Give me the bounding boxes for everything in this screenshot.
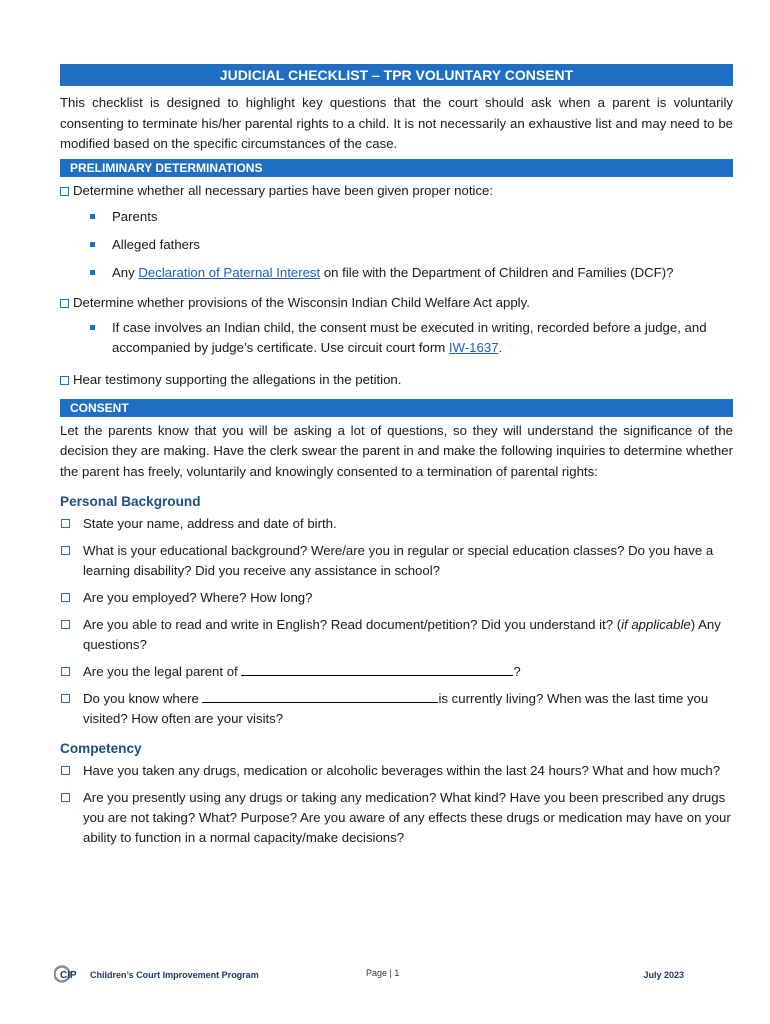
checkbox-icon[interactable] xyxy=(61,766,70,775)
checklist-item: Have you taken any drugs, medication or alcoholic beverages within the last 24 hours? What and how much? xyxy=(60,761,733,781)
section-heading-consent: CONSENT xyxy=(60,399,733,417)
checkbox-icon[interactable] xyxy=(60,299,69,308)
document-date: July 2023 xyxy=(643,970,684,980)
checkbox-icon[interactable] xyxy=(61,620,70,629)
checklist-item: Are you the legal parent of ? xyxy=(60,662,733,682)
square-bullet-icon xyxy=(90,325,95,330)
square-bullet-icon xyxy=(90,270,95,275)
list-item: Parents xyxy=(60,207,733,227)
checklist-item-icwa: Determine whether provisions of the Wisconsin Indian Child Welfare Act apply. xyxy=(60,293,733,313)
checklist-item-testimony: Hear testimony supporting the allegations in the petition. xyxy=(60,370,733,390)
page-footer xyxy=(54,964,684,988)
checkbox-icon[interactable] xyxy=(61,593,70,602)
intro-paragraph: This checklist is designed to highlight key questions that the court should ask when a parent is voluntarily consenting to terminate his/her parental rights to a child. It is not necessarily an exhaustive list and may need to be modified based on the specific circumstances of the case. xyxy=(60,95,733,151)
icwa-list xyxy=(60,318,733,358)
document-page xyxy=(60,64,733,855)
checkbox-icon[interactable] xyxy=(61,694,70,703)
checklist-item: Are you presently using any drugs or taking any medication? What kind? Have you been prescribed any drugs you are not taking? What? Purpose? Are you aware of any effects these drugs or medication may have on your ability to function in a normal capacity/make decisions? xyxy=(60,788,733,848)
svg-text:CIP: CIP xyxy=(60,970,77,981)
subheading-personal-background: Personal Background xyxy=(60,494,201,509)
square-bullet-icon xyxy=(90,242,95,247)
checkbox-icon[interactable] xyxy=(61,667,70,676)
checkbox-icon[interactable] xyxy=(60,187,69,196)
page-title: JUDICIAL CHECKLIST – TPR VOLUNTARY CONSENT xyxy=(60,64,733,86)
subheading-competency: Competency xyxy=(60,741,142,756)
list-item: If case involves an Indian child, the consent must be executed in writing, recorded before a judge, and accompanied by judge’s certificate. Use circuit court form IW-1637. xyxy=(60,318,733,358)
list-item: Alleged fathers xyxy=(60,235,733,255)
list-item: Any Declaration of Paternal Interest on file with the Department of Children and Families (DCF)? xyxy=(60,263,733,283)
form-iw-1637-link[interactable]: IW-1637 xyxy=(448,339,499,355)
checkbox-icon[interactable] xyxy=(61,793,70,802)
checkbox-icon[interactable] xyxy=(60,376,69,385)
blank-line xyxy=(202,692,438,703)
checkbox-icon[interactable] xyxy=(61,519,70,528)
declaration-of-paternal-interest-link[interactable]: Declaration of Paternal Interest xyxy=(138,264,321,280)
program-name: Children’s Court Improvement Program xyxy=(90,970,259,980)
checklist-item: Do you know where is currently living? When was the last time you visited? How often are your visits? xyxy=(60,689,733,729)
page-number: Page | 1 xyxy=(366,968,400,978)
section-heading-preliminary: PRELIMINARY DETERMINATIONS xyxy=(60,159,733,177)
notice-list xyxy=(60,207,733,283)
checklist-item: Are you able to read and write in English? Read document/petition? Did you understand it? (if applicable) Any questions? xyxy=(60,615,733,655)
consent-paragraph: Let the parents know that you will be asking a lot of questions, so they will understand the significance of the decision they are making. Have the clerk swear the parent in and make the following inquiries to determine whether the parent has freely, voluntarily and knowingly consented to a termination of parental rights: xyxy=(60,422,733,479)
checklist-item: What is your educational background? Were/are you in regular or special education classes? Do you have a learning disability? Did you receive any assistance in school? xyxy=(60,541,733,581)
checkbox-icon[interactable] xyxy=(61,546,70,555)
square-bullet-icon xyxy=(90,214,95,219)
checklist-item-notice: Determine whether all necessary parties have been given proper notice: xyxy=(60,181,733,201)
checklist-item: State your name, address and date of birth. xyxy=(60,514,733,534)
cip-logo-icon xyxy=(54,964,82,984)
blank-line xyxy=(241,665,513,676)
checklist-item: Are you employed? Where? How long? xyxy=(60,588,733,608)
